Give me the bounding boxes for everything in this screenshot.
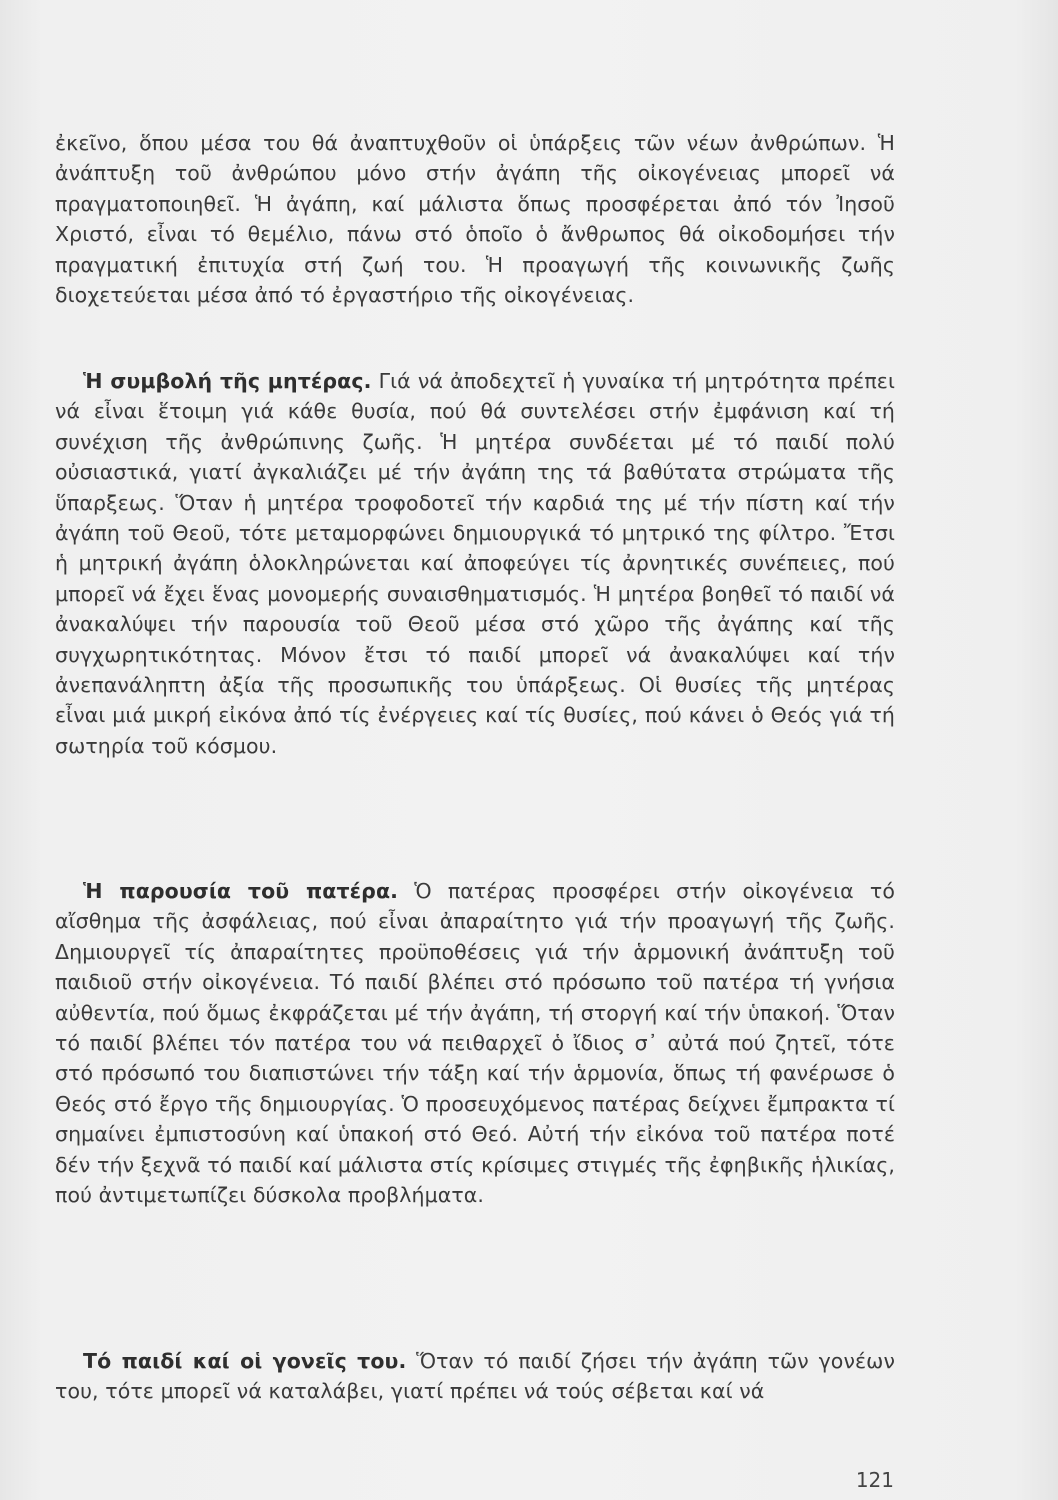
paragraph-father <box>55 876 895 1210</box>
paragraph-intro-text: ἐκεῖνο, ὅπου μέσα του θά ἀναπτυχθοῦν οἱ ὑπάρξεις τῶν νέων ἀνθρώπων. Ἡ ἀνάπτυξη τοῦ ἀνθρώπου μόνο στήν ἀγάπη τῆς οἰκογένειας μπορεῖ νά πραγματοποιηθεῖ. Ἡ ἀγάπη, καί μάλιστα ὅπως προσφέρεται ἀπό τόν Ἰησοῦ Χριστό, εἶναι τό θεμέλιο, πάνω στό ὁποῖο ὁ ἄνθρωπος θά οἰκοδομήσει τήν πραγματική ἐπιτυχία στή ζωή του. Ἡ προαγωγή τῆς κοινωνικῆς ζωῆς διοχετεύεται μέσα ἀπό τό ἐργαστήριο τῆς οἰκογένειας. <box>55 131 895 308</box>
paragraph-child <box>55 1346 895 1407</box>
paragraph-mother-body <box>55 366 895 761</box>
paragraph-father-text: Ὁ πατέρας προσφέρει στήν οἰκογένεια τό αἴσθημα τῆς ἀσφάλειας, πού εἶναι ἀπαραίτητο γιά τήν προαγωγή τῆς ζωῆς. Δημιουργεῖ τίς ἀπαραίτητες προϋποθέσεις γιά τήν ἁρμονική ἀνάπτυξη τοῦ παιδιοῦ στήν οἰκογένεια. Τό παιδί βλέπει στό πρόσωπο τοῦ πατέρα τή γνήσια αὐθεντία, πού ὅμως ἐκφράζεται μέ τήν ἀγάπη, τή στοργή καί τήν ὑπακοή. Ὅταν τό παιδί βλέπει τόν πατέρα του νά πειθαρχεῖ ὁ ἴδιος σ᾽ αὐτά πού ζητεῖ, τότε στό πρόσωπό του διαπιστώνει τήν τάξη καί τήν ἁρμονία, ὅπως τή φανέρωσε ὁ Θεός στό ἔργο τῆς δημιουργίας. Ὁ προσευχόμενος πατέρας δείχνει ἔμπρακτα τί σημαίνει ἐμπιστοσύνη καί ὑπακοή στό Θεό. Αὐτή τήν εἰκόνα τοῦ πατέρα ποτέ δέν τήν ξεχνᾶ τό παιδί καί μάλιστα στίς κρίσιμες στιγμές τῆς ἐφηβικῆς ἡλικίας, πού ἀντιμετωπίζει δύσκολα προβλήματα. <box>55 879 895 1208</box>
paragraph-father-body <box>55 876 895 1210</box>
section-heading-child: Τό παιδί καί οἱ γονεῖς του. <box>83 1349 407 1373</box>
section-heading-mother: Ἡ συμβολή τῆς μητέρας. <box>83 369 372 393</box>
paragraph-child-body <box>55 1346 895 1407</box>
page-number: 121 <box>855 1468 894 1492</box>
paragraph-mother <box>55 366 895 761</box>
paragraph-intro <box>55 128 895 310</box>
paragraph-mother-text: Γιά νά ἀποδεχτεῖ ἡ γυναίκα τή μητρότητα πρέπει νά εἶναι ἕτοιμη γιά κάθε θυσία, πού θά συντελέσει στήν ἐμφάνιση καί τή συνέχιση τῆς ἀνθρώπινης ζωῆς. Ἡ μητέρα συνδέεται μέ τό παιδί πολύ οὐσιαστικά, γιατί ἀγκαλιάζει μέ τήν ἀγάπη της τά βαθύτατα στρώματα τῆς ὕπαρξεως. Ὅταν ἡ μητέρα τροφοδοτεῖ τήν καρδιά της μέ τήν πίστη καί τήν ἀγάπη τοῦ Θεοῦ, τότε μεταμορφώνει δημιουργικά τό μητρικό της φίλτρο. Ἔτσι ἡ μητρική ἀγάπη ὁλοκληρώνεται καί ἀποφεύγει τίς ἀρνητικές συνέπειες, πού μπορεῖ νά ἔχει ἕνας μονομερής συναισθηματισμός. Ἡ μητέρα βοηθεῖ τό παιδί νά ἀνακαλύψει τήν παρουσία τοῦ Θεοῦ μέσα στό χῶρο τῆς ἀγάπης καί τῆς συγχωρητικότητας. Μόνον ἔτσι τό παιδί μπορεῖ νά ἀνακαλύψει καί τήν ἀνεπανάληπτη ἀξία τῆς προσωπικῆς του ὑπάρξεως. Οἱ θυσίες τῆς μητέρας εἶναι μιά μικρή εἰκόνα ἀπό τίς ἐνέργειες καί τίς θυσίες, πού κάνει ὁ Θεός γιά τή σωτηρία τοῦ κόσμου. <box>55 369 895 758</box>
paragraph-child-text: Ὅταν τό παιδί ζήσει τήν ἀγάπη τῶν γονέων του, τότε μπορεῖ νά καταλάβει, γιατί πρέπει νά τούς σέβεται καί νά <box>55 1349 895 1404</box>
section-heading-father: Ἡ παρουσία τοῦ πατέρα. <box>83 879 399 903</box>
